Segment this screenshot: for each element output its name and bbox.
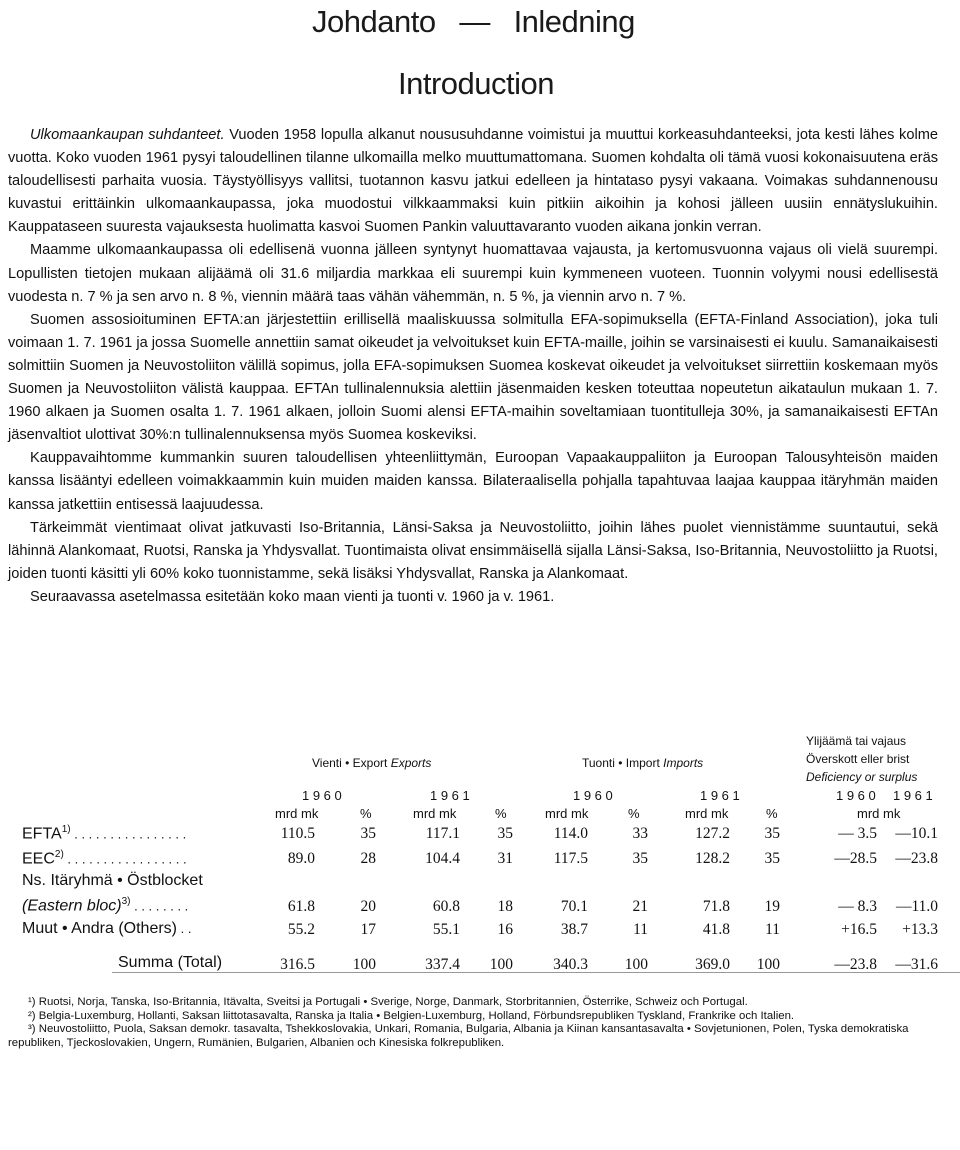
footnote-ref: 1) [61, 824, 71, 835]
unit-mrd-e61: mrd mk [413, 806, 457, 821]
cell-total-b61: —31.6 [895, 956, 938, 973]
cell-i60: 38.7 [560, 921, 588, 938]
cell-total-e60p: 100 [352, 956, 376, 973]
cell-i61p: 19 [764, 898, 780, 915]
cell-i60p: 11 [633, 921, 648, 938]
cell-i61p: 11 [765, 921, 780, 938]
header-balance-sv: Överskott eller brist [806, 752, 910, 766]
footnote-1: ¹) Ruotsi, Norja, Tanska, Iso-Britannia, Itävalta, Sveitsi ja Portugali • Sverige, Norge, Danmark, Storbritannien, Österrike, Schweiz och Portugal. [28, 996, 748, 1008]
paragraph-6: Seuraavassa asetelmassa esitetään koko maan vienti ja tuonti v. 1960 ja v. 1961. [30, 588, 555, 605]
cell-e60p: 35 [360, 825, 376, 842]
row-label-others [22, 920, 191, 938]
cell-total-i60: 340.3 [553, 956, 588, 973]
footnotes [8, 996, 943, 1050]
cell-i60p: 33 [632, 825, 648, 842]
header-import [582, 756, 703, 770]
cell-b61: —10.1 [895, 825, 938, 842]
year-export-1961: 1 9 6 1 [430, 788, 470, 803]
footnote-2: ²) Belgia-Luxemburg, Hollanti, Saksan liittotasavalta, Ranska ja Italia • Belgien-Luxemburg, Holland, Förbundsrepubliken Tyskland, Frankrike och Italien. [28, 1009, 795, 1022]
cell-i61: 71.8 [702, 898, 730, 915]
header-balance-en [806, 770, 917, 784]
trade-table [0, 710, 960, 990]
unit-mrd-i61: mrd mk [685, 806, 729, 821]
header-import-label: Tuonti • Import [582, 756, 660, 770]
row-label-efta [22, 824, 186, 843]
cell-b60: +16.5 [841, 921, 877, 938]
cell-b60: — 3.5 [838, 825, 877, 842]
cell-total-i60p: 100 [624, 956, 648, 973]
header-export-en: Exports [390, 756, 432, 770]
year-balance-1960: 1 9 6 0 [836, 788, 876, 803]
paragraph-5: Tärkeimmät vientimaat olivat jatkuvasti Iso-Britannia, Länsi-Saksa ja Neuvostoliitto, joihin lähes puolet viennistämme suuntautui, sekä lähinnä Alankomaat, Ruotsi, Ranska ja Yhdysvallat. Tuontimaista olivat ensimmäisellä sijalla Länsi-Saksa, Iso-Britannia, Neuvostoliitto ja Ruotsi, joiden tuonti käsitti yli 60% koko tuonnistamme, sekä lisäksi Yhdysvallat, Ranska ja Alankomaat. [8, 519, 938, 582]
body-text [8, 124, 938, 609]
row-label-text: EEC [22, 850, 55, 868]
row-label-text: EFTA [22, 825, 62, 843]
paragraph-1 [8, 124, 938, 239]
cell-total-e61: 337.4 [425, 956, 460, 973]
header-import-en: Imports [663, 756, 704, 770]
header-balance-en-text: Deficiency or surplus [806, 770, 918, 784]
cell-e60: 110.5 [280, 825, 315, 842]
row-label-text: Muut • Andra (Others) [22, 920, 177, 937]
unit-pct-e61: % [495, 806, 507, 821]
year-export-1960: 1 9 6 0 [302, 788, 342, 803]
cell-total-i61p: 100 [756, 956, 780, 973]
cell-b60: —28.5 [834, 850, 877, 867]
cell-e60p: 28 [360, 850, 376, 867]
row-label-eastern-bloc [22, 896, 188, 915]
paragraph-3: Suomen assosioituminen EFTA:an järjestettiin erillisellä maaliskuussa solmitulla EFA-sopimuksella (EFTA-Finland Association), joka tuli voimaan 1. 7. 1961 ja jossa Suomelle annettiin samat oikeudet ja velvoitukset kuin EFTA-maille, joihin se varsinaisesti ei kuulu. Samanaikaisesti solmittiin Suomen ja Neuvostoliiton välillä sopimus, jolla EFA-sopimuksen Suomea koskevat oikeudet ja velvoitukset siirrettiin koskemaan myös Suomen ja Neuvostoliiton välistä kauppaa. EFTAn tullinalennuksia alettiin jäsenmaiden kesken toteuttaa nopeutetun aikataulun mukaan 1. 7. 1960 alkaen ja Suomen osalta 1. 7. 1961 alkaen, jolloin Suomi alensi EFTA-maihin soveltamiaan tuontitulleja 30%, ja samanaikaisesti EFTAn jäsenvaltiot ulottivat 30%:n tullinalennuksensa myös Suomea koskeviksi. [8, 311, 938, 444]
page-subtitle: Introduction [398, 66, 554, 101]
cell-e61: 104.4 [425, 850, 460, 867]
row-label-eastern-group: Ns. Itäryhmä • Östblocket [22, 872, 203, 889]
cell-b61: —23.8 [895, 850, 938, 867]
cell-e61p: 16 [497, 921, 513, 938]
paragraph-4: Kauppavaihtomme kummankin suuren taloudellisen yhteenliittymän, Euroopan Vapaakauppaliiton ja Euroopan Talousyhteisön maiden kanssa lisääntyi edelleen voimakkaammin kuin muiden maiden kanssa. Bilateraalisella pohjalla tapahtuvaa laajaa kauppaa itäryhmän maiden kanssa jatkettiin entisessä laajuudessa. [8, 450, 938, 513]
cell-e61p: 35 [497, 825, 513, 842]
cell-i60: 114.0 [553, 825, 588, 842]
cell-b61: +13.3 [902, 921, 938, 938]
cell-total-e61p: 100 [489, 956, 513, 973]
cell-i60: 117.5 [553, 850, 588, 867]
leader-dots: . . . . . . . . . . . . . . . . . [63, 851, 187, 867]
cell-i61p: 35 [764, 825, 780, 842]
cell-e61: 55.1 [432, 921, 460, 938]
year-import-1960: 1 9 6 0 [573, 788, 613, 803]
paragraph-1-lead: Ulkomaankaupan suhdanteet. [30, 127, 225, 143]
cell-b61: —11.0 [895, 898, 938, 915]
cell-e60p: 20 [360, 898, 376, 915]
unit-mrd-i60: mrd mk [545, 806, 589, 821]
row-label-text: Summa (Total) [118, 954, 223, 971]
cell-i60p: 21 [632, 898, 648, 915]
title-dash: — [459, 4, 490, 39]
footnote-3: ³) Neuvostoliitto, Puola, Saksan demokr. tasavalta, Tshekkoslovakia, Unkari, Romania, Bulgaria, Albania ja Kiinan kansantasavalta • Sovjetunionen, Polen, Tyska demokratiska republiken, Tjeckoslovakien, Ungern, Rumänien, Bulgarien, Albanien och Kinesiska folkrepubliken. [8, 1023, 909, 1049]
unit-pct-i61: % [766, 806, 778, 821]
cell-i61p: 35 [764, 850, 780, 867]
paragraph-1-text: Vuoden 1958 lopulla alkanut noususuhdanne voimistui ja muuttui korkeasuhdanteeksi, jota kesti lähes kolme vuotta. Koko vuoden 1961 pysyi taloudellinen tilanne ulkomailla melko muuttumattomana. Suomen kohdalta oli tämä vuosi kokonaisuutena eräs taloudellisesti parhaita vuosia. Täystyöllisyys vallitsi, tuotannon kasvu jatkui edelleen ja hintataso pysyi vakaana. Voimakas suhdannenousu kuvastui erittäinkin ulkomaankaupassa, joka muodostui vilkkaammaksi kuin pitkiin aikoihin ja kohosi jälleen uusiin ennätyslukuihin. Kauppataseen suuresta vajauksesta huolimatta kasvoi Suomen Pankin valuuttavaranto vuoden aikana jonkin verran. [8, 127, 938, 236]
cell-e60: 55.2 [287, 921, 315, 938]
unit-mrd-e60: mrd mk [275, 806, 319, 821]
cell-i61: 127.2 [695, 825, 730, 842]
cell-total-b60: —23.8 [834, 956, 877, 973]
row-label-eec [22, 849, 187, 868]
cell-e61p: 18 [497, 898, 513, 915]
cell-e60: 89.0 [287, 850, 315, 867]
unit-pct-e60: % [360, 806, 372, 821]
row-label-total [118, 954, 222, 972]
cell-e61: 117.1 [425, 825, 460, 842]
row-label-text: (Eastern bloc) [22, 897, 122, 915]
title-sv: Inledning [513, 4, 635, 39]
paragraph-2: Maamme ulkomaankaupassa oli edellisenä vuonna jälleen syntynyt huomattavaa vajausta, ja kertomusvuonna vajaus oli vielä suurempi. Lopullisten tietojen mukaan alijäämä oli 31.6 miljardia markkaa eli suurempi kuin kymmeneen vuoteen. Tuonnin volyymi nousi edellisestä vuodesta n. 7 % ja sen arvo n. 8 %, viennin määrä taas vähän vähemmän, n. 5 %, ja viennin arvo n. 7 %. [8, 242, 938, 305]
header-export [312, 756, 431, 770]
cell-i60p: 35 [632, 850, 648, 867]
header-balance-fi: Ylijäämä tai vajaus [806, 734, 907, 748]
leader-dots: . . . . . . . . . . . . . . . . [70, 826, 187, 842]
footnote-ref: 2) [54, 849, 64, 860]
title-fi: Johdanto [312, 4, 436, 39]
cell-i61: 41.8 [702, 921, 730, 938]
header-export-label: Vienti • Export [312, 756, 388, 770]
cell-e60: 61.8 [287, 898, 315, 915]
footnote-ref: 3) [121, 896, 131, 907]
cell-i61: 128.2 [695, 850, 730, 867]
unit-mrd-balance: mrd mk [857, 806, 901, 821]
leader-dots: . . . . . . . . [130, 898, 189, 914]
year-balance-1961: 1 9 6 1 [893, 788, 933, 803]
cell-e61: 60.8 [432, 898, 460, 915]
year-import-1961: 1 9 6 1 [700, 788, 740, 803]
page-title [312, 4, 635, 40]
cell-e60p: 17 [360, 921, 376, 938]
cell-e61p: 31 [497, 850, 513, 867]
cell-total-i61: 369.0 [695, 956, 730, 973]
cell-total-e60: 316.5 [280, 956, 315, 973]
unit-pct-i60: % [628, 806, 640, 821]
cell-i60: 70.1 [560, 898, 588, 915]
cell-b60: — 8.3 [838, 898, 877, 915]
leader-dots: . . [177, 921, 192, 936]
